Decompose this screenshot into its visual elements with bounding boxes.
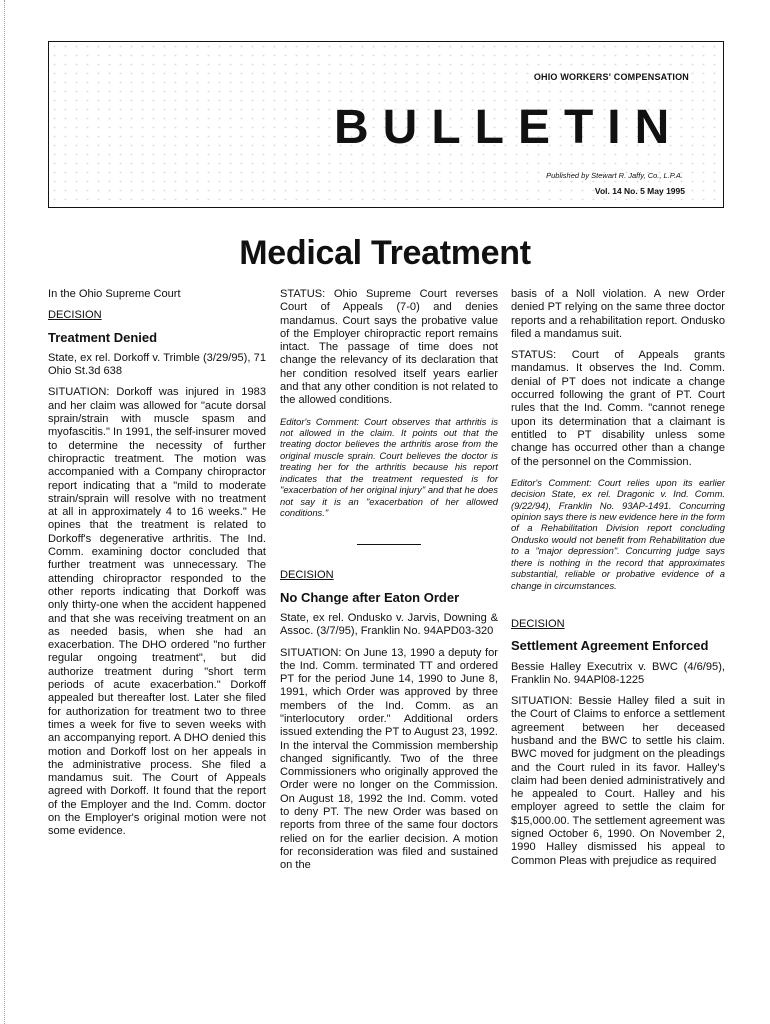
scan-edge-marks [4, 0, 6, 1024]
situation-text: SITUATION: On June 13, 1990 a deputy for the Ind. Comm. terminated TT and ordered PT for the period June 14, 1990 to June 8, 1991, which Order was approved by three members of the Ind. Comm. as an "interlocutory order." Additional orders issued extending the PT to August 23, 1992. In the interval the Commission membership changed significantly. Two of the three Commissioners who originally approved the Order were no longer on the Commission. On August 18, 1992 the Ind. Comm. voted to deny PT. The new Order was based on reports from three of the same four doctors relied on for the earlier decision. A motion for reconsideration was filed and sustained on the [280, 646, 498, 872]
decision-label: DECISION [48, 309, 102, 322]
column-2 [280, 288, 498, 881]
decision-label: DECISION [280, 569, 334, 582]
article-heading: Treatment Denied [48, 329, 158, 345]
column-1 [48, 288, 266, 847]
situation-text: SITUATION: Dorkoff was injured in 1983 and her claim was allowed for "acute dorsal sprain/strain with muscle spasm and myofascitis." In 1991, the self-insurer moved to determine the necessity of further chiropractic treatment. The motion was accompanied with a Company chiropractor report indicating that a "mild to moderate strain/sprain will resolve with no treatment at all in approximately 4 to 16 weeks." He opines that the treatment is related to Dorkoff's degenerative arthritis. The Ind. Comm. examining doctor concluded that further treatment was unnecessary. The attending chiropractor responded to the other reports indicating that Dorkoff was only thirty-one when the accident happened and that she was receiving treatment on an as needed basis, when she had an exacerbation. The DHO ordered "no further regular ongoing treatment", but did authorize treatment during "short term periods of acute exacerbation." Dorkoff appealed but thereafter lost. Later she filed for authorization for treatment two to three times a week for five to seven weeks with an accompanying report. A DHO denied this motion and Dorkoff lost on her appeals in the administrative process. She filed a mandamus suit. The Court of Appeals agreed with Dorkoff. It found that the report of the Employer and the Ind. Comm. doctor on the Employer's original motion were not some evidence. [48, 386, 266, 838]
case-citation: State, ex rel. Ondusko v. Jarvis, Downing & Assoc. (3/7/95), Franklin No. 94APD03-320 [280, 611, 498, 638]
editor-comment: Editor's Comment: Court relies upon its earlier decision State, ex rel. Dragonic v. Ind. Comm. (9/22/94), Franklin No. 93AP-1491. Concurring opinion says there is new evidence here in the form of a Rehabilitation Division report concluding Ondusko would not benefit from Rehabilitation due to a "major depression". Concurring judge says there is nothing in the record that approximates substantial, reliable or probative evidence of a change in circumstances. [511, 476, 725, 591]
decision-label: DECISION [511, 617, 565, 630]
status-text: STATUS: Ohio Supreme Court reverses Court of Appeals (7-0) and denies mandamus. Court says the probative value of the Employer chiropractic report remains intact. The passage of time does not change the relevancy of its declaration that her condition resolved itself years earlier and that any other condition is not related to the allowed conditions. [280, 288, 498, 407]
column-3 [511, 288, 725, 876]
masthead-title: BULLETIN [334, 101, 684, 154]
masthead-publisher: Published by Stewart R. Jaffy, Co., L.P.A. [546, 171, 683, 180]
section-divider [357, 544, 421, 545]
situation-text: SITUATION: Bessie Halley filed a suit in the Court of Claims to enforce a settlement agreement between her deceased husband and the BWC to settle his claim. BWC moved for judgment on the pleadings and the Court ruled in its favor. Halley's claim had been denied administratively and he appealed to Court. Halley and his employer agreed to settle the claim for $15,000.00. The settlement agreement was signed October 6, 1990. On November 2, 1990 Halley dismissed his appeal to Common Pleas with prejudice as required [511, 695, 725, 867]
case-citation: State, ex rel. Dorkoff v. Trimble (3/29/95), 71 Ohio St.3d 638 [48, 351, 266, 378]
page-headline: Medical Treatment [239, 234, 531, 272]
masthead [48, 41, 724, 208]
status-text: STATUS: Court of Appeals grants mandamus. It observes the Ind. Comm. denial of PT does not indicate a change occurred following the grant of PT. Court rules that the Ind. Comm. "cannot renege upon its determination that a claimant is entitled to PT disability unless some change has occurred other than a change of the personnel on the Commission. [511, 349, 725, 468]
masthead-subtitle: OHIO WORKERS' COMPENSATION [533, 72, 689, 82]
article-heading: Settlement Agreement Enforced [511, 638, 709, 654]
case-citation: Bessie Halley Executrix v. BWC (4/6/95), Franklin No. 94APl08-1225 [511, 660, 725, 686]
article-heading: No Change after Eaton Order [280, 589, 460, 605]
continuation-text: basis of a Noll violation. A new Order denied PT relying on the same three doctor reports and a rehabilitation report. Ondusko filed a mandamus suit. [511, 288, 725, 340]
editor-comment: Editor's Comment: Court observes that arthritis is not allowed in the claim. It points out that the treating doctor believes the arthritis arose from the original muscle sprain. Court believes the doctor is treating her for the arthritis because his report indicates that the treatment requested is for "exacerbation of her original injury" and that he does not say it is an "exacerbation of her allowed conditions." [280, 415, 498, 518]
masthead-volume: Vol. 14 No. 5 May 1995 [594, 186, 685, 196]
court-name: In the Ohio Supreme Court [48, 288, 181, 300]
